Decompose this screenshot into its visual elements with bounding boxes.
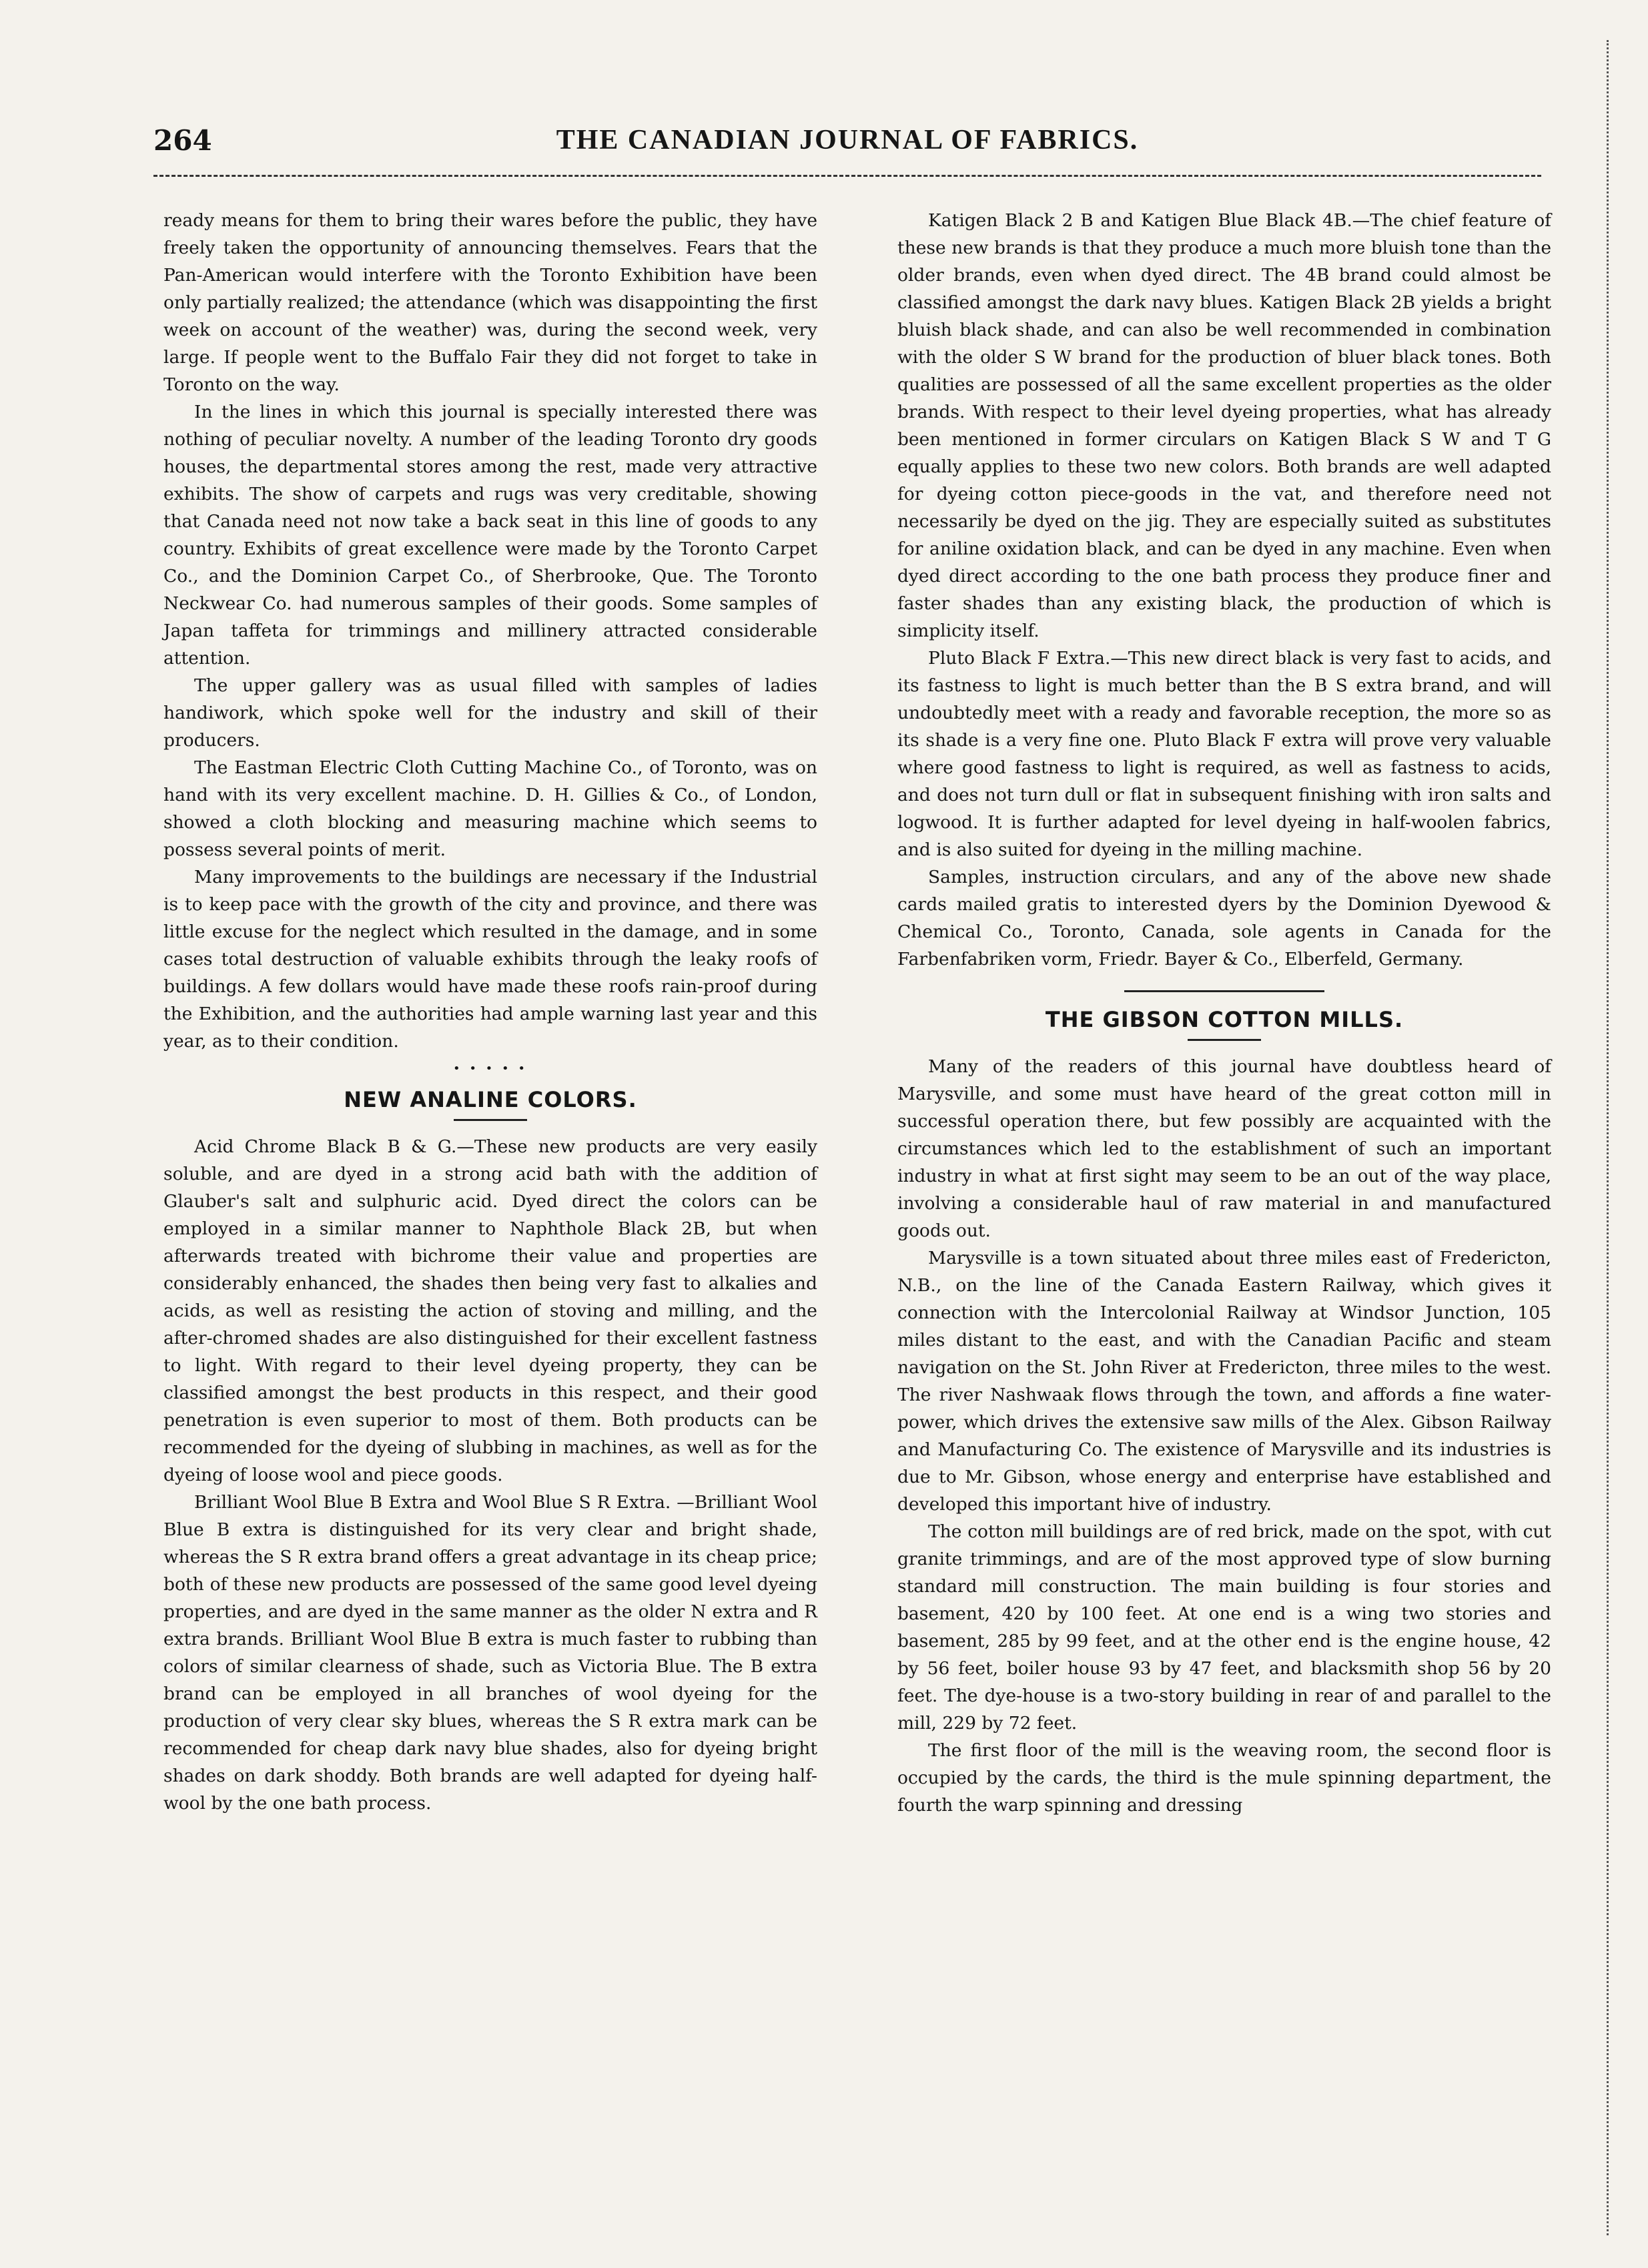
article-paragraph: Acid Chrome Black B & G.—These new products are very easily soluble, and are dyed in a strong acid bath with the addition of Glauber's salt and sulphuric acid. Dyed direct the colors can be employed in a similar manner to Naphthole Black 2B, but when afterwards treated with bichrome their value and properties are considerably enhanced, the shades then being very fast to alkalies and acids, as well as resisting the action of stoving and milling, and the after-chromed shades are also distinguished for their excellent fastness to light. With regard to their level dyeing property, they can be classified amongst the best products in this respect, and their good penetration is even superior to most of them. Both products can be recommended for the dyeing of slubbing in machines, as well as for the dyeing of loose wool and piece goods. (163, 1136, 817, 1485)
article-paragraph: Samples, instruction circulars, and any of the above new shade cards mailed gratis to interested dyers by the Dominion Dyewood & Chemical Co., Toronto, Canada, sole agents in Canada for the Farbenfabriken vorm, Friedr. Bayer & Co., Elberfeld, Germany. (897, 867, 1551, 970)
page-number: 264 (153, 124, 212, 157)
title-rule (454, 1119, 527, 1121)
left-column (163, 207, 817, 1817)
section-divider: • • • • • (453, 1062, 528, 1076)
article-paragraph: Pluto Black F Extra.—This new direct black is very fast to acids, and its fastness to light is much better than the B S extra brand, and will undoubtedly meet with a ready and favorable reception, the more so as its shade is a very fine one. Pluto Black F extra will prove very valuable where good fastness to light is required, as well as fastness to acids, and does not turn dull or flat in subsequent finishing with iron salts and logwood. It is further adapted for level dyeing in half-woolen fabrics, and is also suited for dyeing in the milling machine. (897, 648, 1551, 860)
header-rule (153, 175, 1541, 177)
right-column (897, 207, 1551, 1819)
section-title-gibson-cotton-mills: THE GIBSON COTTON MILLS. (1045, 1007, 1404, 1032)
article-paragraph: Many of the readers of this journal have doubtless heard of Marysville, and some must have heard of the great cotton mill in successful operation there, but few possibly are acquainted with the circumstances which led to the establishment of such an important industry in what at first sight may seem to be an out of the way place, involving a considerable haul of raw material in and manufactured goods out. (897, 1056, 1551, 1241)
article-paragraph: Brilliant Wool Blue B Extra and Wool Blue S R Extra. —Brilliant Wool Blue B extra is distinguished for its very clear and bright shade, whereas the S R extra brand offers a great advantage in its cheap price; both of these new products are possessed of the same good level dyeing properties, and are dyed in the same manner as the older N extra and R extra brands. Brilliant Wool Blue B extra is much faster to rubbing than colors of similar clearness of shade, such as Victoria Blue. The B extra brand can be employed in all branches of wool dyeing for the production of very clear sky blues, whereas the S R extra mark can be recommended for cheap dark navy blue shades, also for dyeing bright shades on dark shoddy. Both brands are well adapted for dyeing half-wool by the one bath process. (163, 1492, 817, 1814)
article-paragraph: The upper gallery was as usual filled with samples of ladies handiwork, which spoke well for the industry and skill of their producers. (163, 675, 817, 751)
article-paragraph: ready means for them to bring their wares before the public, they have freely taken the opportunity of announcing themselves. Fears that the Pan-American would interfere with the Toronto Exhibition have been only partially realized; the attendance (which was disappointing the first week on account of the weather) was, during the second week, very large. If people went to the Buffalo Fair they did not forget to take in Toronto on the way. (163, 210, 817, 395)
article-paragraph: In the lines in which this journal is specially interested there was nothing of peculiar novelty. A number of the leading Toronto dry goods houses, the departmental stores among the rest, made very attractive exhibits. The show of carpets and rugs was very creditable, showing that Canada need not now take a back seat in this line of goods to any country. Exhibits of great excellence were made by the Toronto Carpet Co., and the Dominion Carpet Co., of Sherbrooke, Que. The Toronto Neckwear Co. had numerous samples of their goods. Some samples of Japan taffeta for trimmings and millinery attracted considerable attention. (163, 402, 817, 669)
article-paragraph: Many improvements to the buildings are necessary if the Industrial is to keep pace with the growth of the city and province, and there was little excuse for the neglect which resulted in the damage, and in some cases total destruction of valuable exhibits through the leaky roofs of buildings. A few dollars would have made these roofs rain-proof during the Exhibition, and the authorities had ample warning last year and this year, as to their condition. (163, 867, 817, 1052)
article-paragraph: The first floor of the mill is the weaving room, the second floor is occupied by the cards, the third is the mule spinning department, the fourth the warp spinning and dressing (897, 1740, 1551, 1816)
article-paragraph: Katigen Black 2 B and Katigen Blue Black 4B.—The chief feature of these new brands is that they produce a much more bluish tone than the older brands, even when dyed direct. The 4B brand could almost be classified amongst the dark navy blues. Katigen Black 2B yields a bright bluish black shade, and can also be well recommended in combination with the older S W brand for the production of bluer black tones. Both qualities are possessed of all the same excellent properties as the older brands. With respect to their level dyeing properties, what has already been mentioned in former circulars on Katigen Black S W and T G equally applies to these two new colors. Both brands are well adapted for dyeing cotton piece-goods in the vat, and therefore need not necessarily be dyed on the jig. They are especially suited as substitutes for aniline oxidation black, and can be dyed in any machine. Even when dyed direct according to the one bath process they produce finer and faster shades than any existing black, the production of which is simplicity itself. (897, 210, 1551, 641)
section-title-new-analine-colors: NEW ANALINE COLORS. (344, 1087, 637, 1112)
article-paragraph: The cotton mill buildings are of red brick, made on the spot, with cut granite trimmings, and are of the most approved type of slow burning standard mill construction. The main building is four stories and basement, 420 by 100 feet. At one end is a wing two stories and basement, 285 by 99 feet, and at the other end is the engine house, 42 by 56 feet, boiler house 93 by 47 feet, and blacksmith shop 56 by 20 feet. The dye-house is a two-story building in rear of and parallel to the mill, 229 by 72 feet. (897, 1521, 1551, 1734)
section-divider (1124, 990, 1324, 992)
article-paragraph: Marysville is a town situated about three miles east of Fredericton, N.B., on the line of the Canada Eastern Railway, which gives it connection with the Intercolonial Railway at Windsor Junction, 105 miles distant to the east, and with the Canadian Pacific and steam navigation on the St. John River at Fredericton, three miles to the west. The river Nashwaak flows through the town, and affords a fine water-power, which drives the extensive saw mills of the Alex. Gibson Railway and Manufacturing Co. The existence of Marysville and its industries is due to Mr. Gibson, whose energy and enterprise have established and developed this important hive of industry. (897, 1248, 1551, 1515)
journal-title: THE CANADIAN JOURNAL OF FABRICS. (556, 125, 1139, 155)
title-rule (1188, 1039, 1261, 1041)
page-header (153, 124, 1541, 164)
article-paragraph: The Eastman Electric Cloth Cutting Machine Co., of Toronto, was on hand with its very excellent machine. D. H. Gillies & Co., of London, showed a cloth blocking and measuring machine which seems to possess several points of merit. (163, 757, 817, 860)
scan-edge-mark (1607, 40, 1617, 2235)
